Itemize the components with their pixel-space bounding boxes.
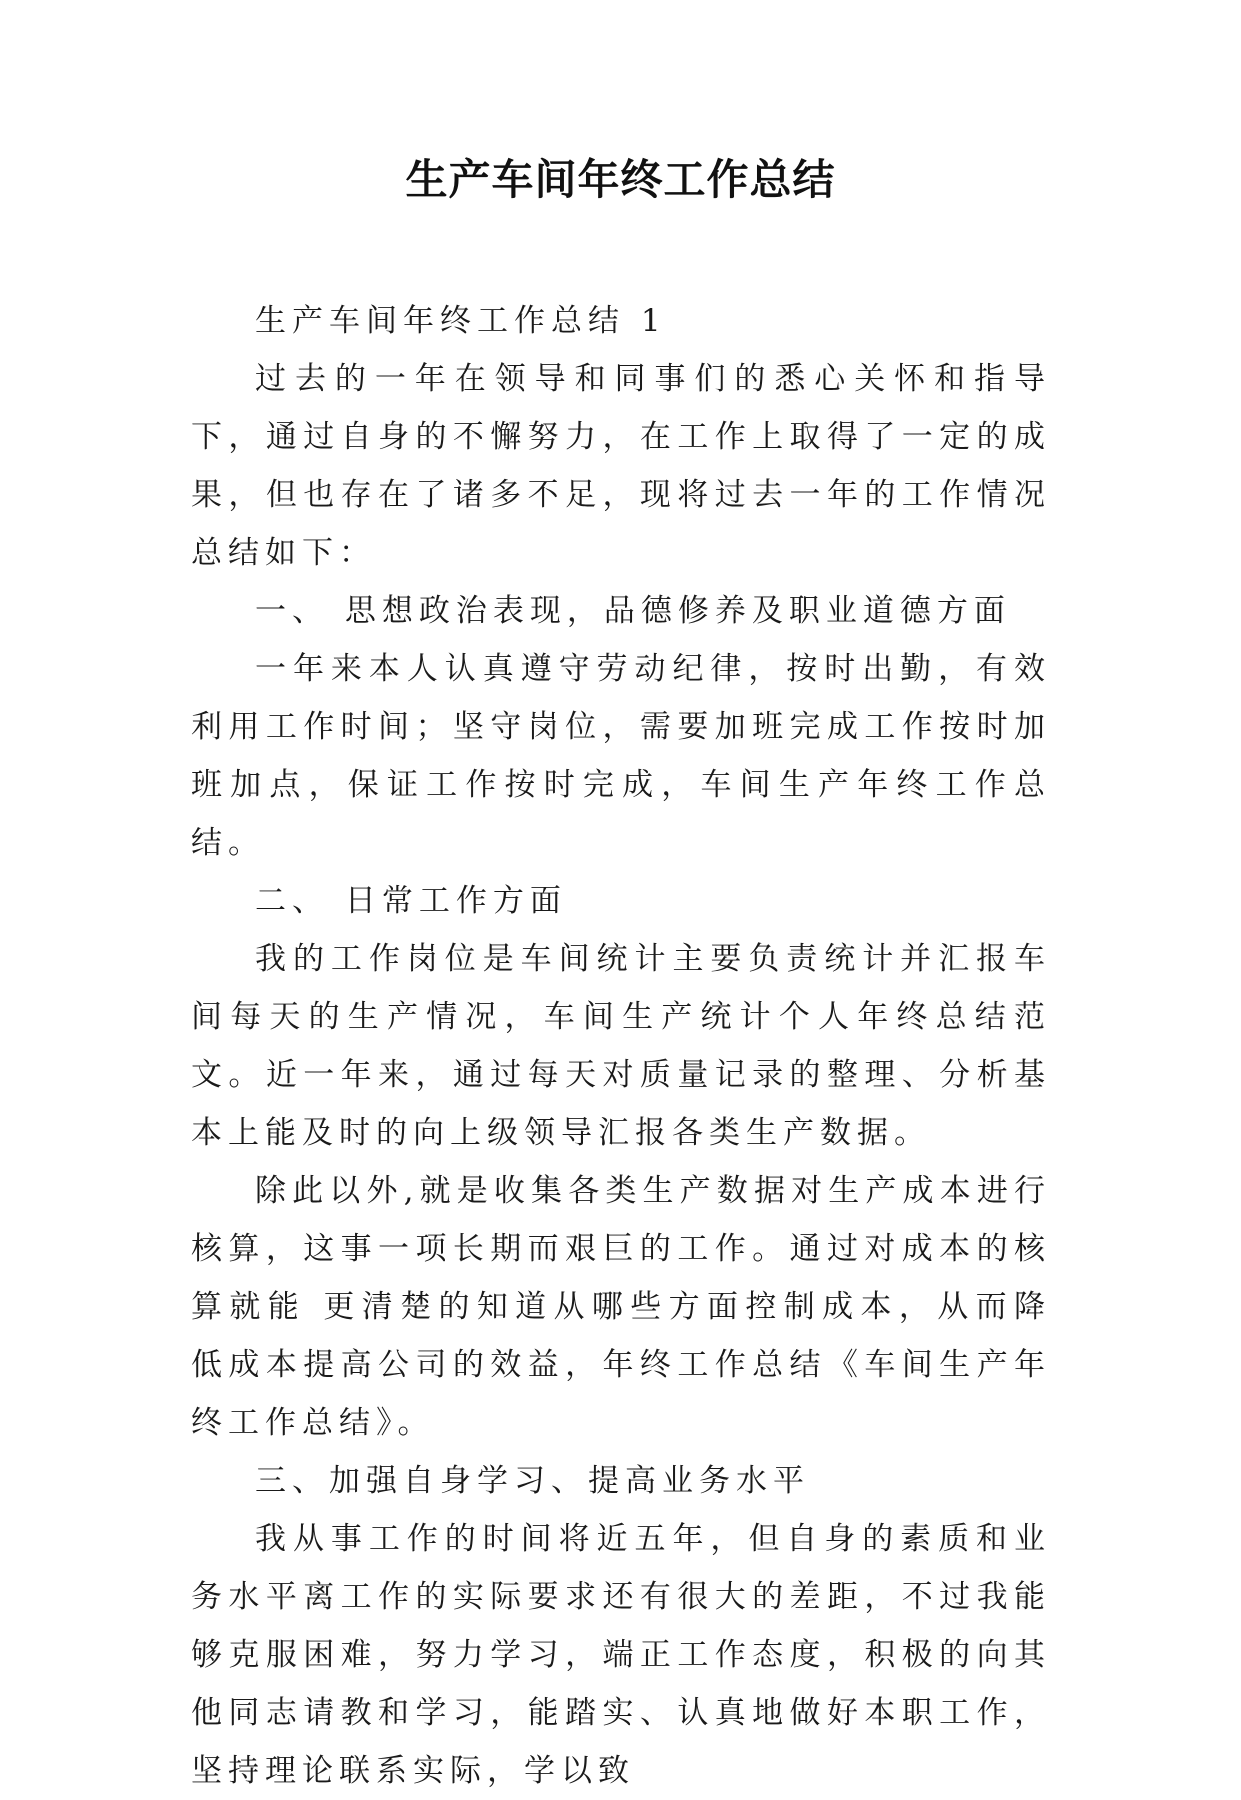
section-heading-3: 三、加强自身学习、提高业务水平: [255, 1463, 810, 1499]
paragraph-3: 除此以外,就是收集各类生产数据对生产成本进行核算，这事一项长期而艰巨的工作。通过对成本的核算就能 更清楚的知道从哪些方面控制成本，从而降低成本提高公司的效益，年终工作总结《车间生产年终工作总结》。: [191, 1173, 1051, 1441]
section-heading-1: 一、 思想政治表现，品德修养及职业道德方面: [255, 593, 1011, 629]
paragraph-1: 一年来本人认真遵守劳动纪律，按时出勤，有效利用工作时间；坚守岗位，需要加班完成工作按时加班加点，保证工作按时完成，车间生产年终工作总结。: [191, 651, 1051, 861]
section-subtitle: 生产车间年终工作总结 1: [255, 303, 667, 339]
document-body: [191, 292, 1051, 1800]
paragraph-2: 我的工作岗位是车间统计主要负责统计并汇报车间每天的生产情况，车间生产统计个人年终总结范文。近一年来，通过每天对质量记录的整理、分析基本上能及时的向上级领导汇报各类生产数据。: [191, 941, 1051, 1151]
paragraph-4: 我从事工作的时间将近五年，但自身的素质和业务水平离工作的实际要求还有很大的差距，不过我能够克服困难，努力学习，端正工作态度，积极的向其他同志请教和学习，能踏实、认真地做好本职工作，坚持理论联系实际，学以致: [191, 1521, 1051, 1789]
paragraph-intro: 过去的一年在领导和同事们的悉心关怀和指导下，通过自身的不懈努力，在工作上取得了一定的成果，但也存在了诸多不足，现将过去一年的工作情况总结如下：: [191, 361, 1051, 571]
document-title: 生产车间年终工作总结: [405, 155, 836, 204]
section-heading-2: 二、 日常工作方面: [255, 883, 567, 919]
